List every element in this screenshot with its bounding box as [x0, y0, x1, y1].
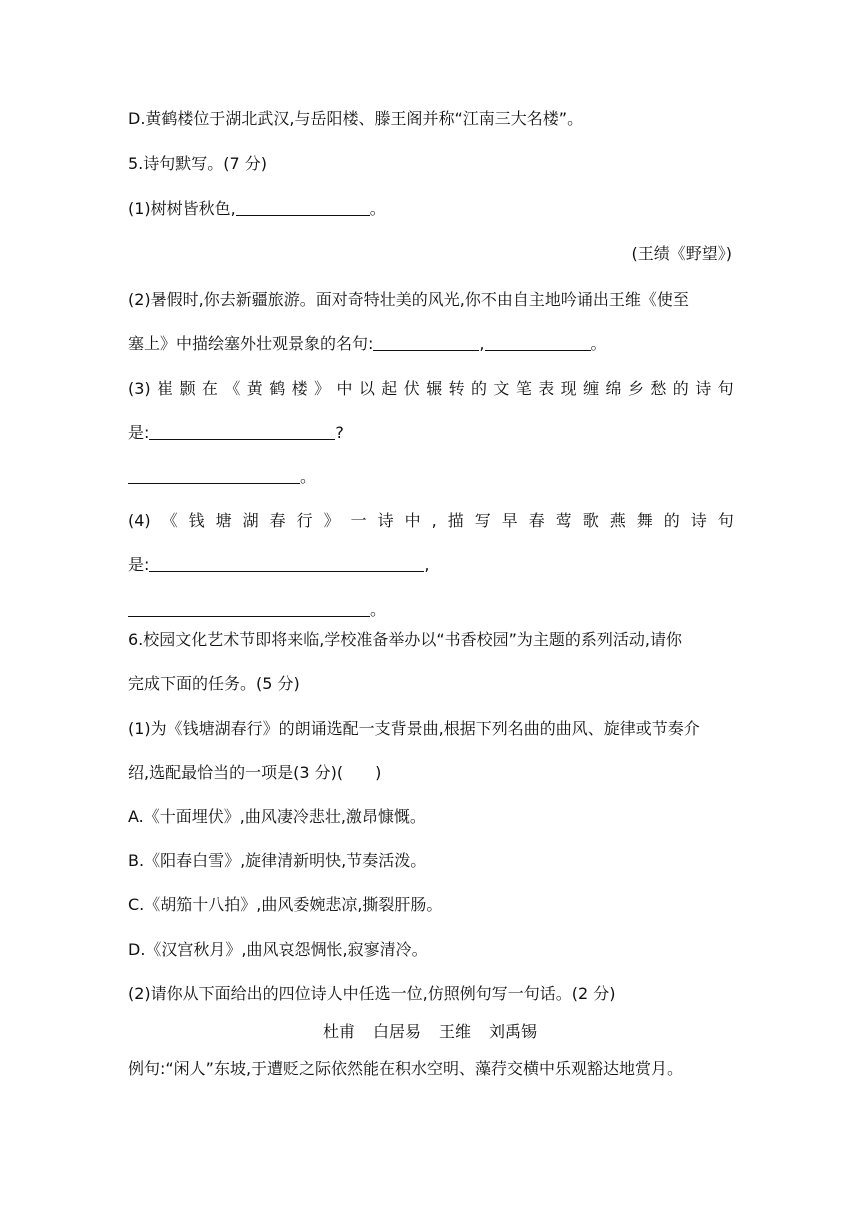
q5-part4-char: 早 [501, 511, 518, 530]
q5-part4-char: 》 [323, 511, 340, 530]
q5-part4-char: 湖 [242, 511, 259, 530]
answer-blank[interactable] [373, 334, 479, 351]
q6-part1-line1: (1)为《钱塘湖春行》的朗诵选配一支背景曲,根据下列名曲的曲风、旋律或节奏介 [128, 719, 700, 738]
q5-part4-line2 [128, 554, 430, 576]
q5-part3-char: 》 [314, 379, 331, 398]
poet-name: 杜甫 [322, 1022, 355, 1041]
q6-option-c[interactable]: C.《胡笳十八拍》,曲风委婉悲凉,撕裂肝肠。 [128, 895, 443, 914]
poet-name: 刘禹锡 [489, 1022, 538, 1041]
q6-option-a[interactable]: A.《十面埋伏》,曲风凄冷悲壮,激昂慷慨。 [128, 807, 426, 826]
poet-name: 王维 [439, 1022, 472, 1041]
q5-part3-char: 诗 [695, 379, 712, 398]
q5-part1 [128, 198, 386, 220]
q5-part3-char: 缠 [583, 379, 600, 398]
q5-part3-char: 黄 [246, 379, 263, 398]
q5-part4-char: 诗 [690, 511, 707, 530]
q5-part2-prefix: 塞上》中描绘塞外壮观景象的名句: [128, 334, 374, 353]
q5-part4-char: 描 [447, 511, 464, 530]
q5-part3-char: 转 [448, 379, 465, 398]
poet-name: 白居易 [372, 1022, 421, 1041]
q5-part4-char: 一 [350, 511, 367, 530]
q5-part3-char: 伏 [403, 379, 420, 398]
q5-part2-suffix: 。 [590, 334, 607, 353]
answer-blank[interactable] [149, 423, 335, 440]
q5-part3-char: 现 [560, 379, 577, 398]
q5-part4-end: 。 [370, 600, 387, 619]
q5-part3-char: 以 [358, 379, 375, 398]
q5-part4-comma: , [424, 555, 430, 574]
q5-part3-char: (3) [128, 379, 151, 398]
q5-part3-end: 。 [300, 467, 317, 486]
question-6-line1: 6.校园文化艺术节即将来临,学校准备举办以“书香校园”为主题的系列活动,请你 [128, 630, 683, 649]
q5-part3-char: 《 [224, 379, 241, 398]
q5-part4-char: 钱 [188, 511, 205, 530]
option-d-line: D.黄鹤楼位于湖北武汉,与岳阳楼、滕王阁并称“江南三大名楼”。 [128, 109, 584, 128]
q6-option-d[interactable]: D.《汉宫秋月》,曲风哀怨惆怅,寂寥清冷。 [128, 940, 428, 959]
q5-part3-char: 颢 [179, 379, 196, 398]
q5-part3-char: 辗 [426, 379, 443, 398]
q5-part3-char: 的 [470, 379, 487, 398]
answer-blank[interactable] [236, 199, 370, 216]
q5-part4-char: (4) [128, 511, 151, 530]
q5-part2-separator: , [479, 334, 485, 353]
q5-part3-char: 的 [672, 379, 689, 398]
q5-part3-line1 [128, 378, 734, 400]
q5-part4-char: 春 [528, 511, 545, 530]
answer-blank[interactable] [149, 555, 424, 572]
q5-part3-char: 愁 [650, 379, 667, 398]
q5-part1-source: (王绩《野望》) [631, 244, 732, 263]
q5-part3-char: 文 [493, 379, 510, 398]
answer-blank[interactable] [128, 600, 370, 617]
q5-part3-prefix: 是: [128, 423, 150, 442]
q5-part4-char: 歌 [582, 511, 599, 530]
q5-part3-question-mark: ? [335, 423, 344, 442]
q5-part4-char: , [431, 511, 437, 530]
q5-part3-char: 在 [201, 379, 218, 398]
q5-part2-line1: (2)暑假时,你去新疆旅游。面对奇特壮美的风光,你不由自主地吟诵出王维《使至 [128, 290, 689, 309]
q6-part1-line2: 绍,选配最恰当的一项是(3 分)( ) [128, 763, 382, 782]
q6-part2: (2)请你从下面给出的四位诗人中任选一位,仿照例句写一句话。(2 分) [128, 984, 616, 1003]
q5-part3-char: 乡 [627, 379, 644, 398]
q5-part4-char: 诗 [377, 511, 394, 530]
q5-part3-char: 绵 [605, 379, 622, 398]
q5-part3-char: 句 [717, 379, 734, 398]
q5-part4-char: 写 [474, 511, 491, 530]
question-5-title: 5.诗句默写。(7 分) [128, 154, 268, 173]
q5-part4-char: 《 [161, 511, 178, 530]
q5-part4-char: 莺 [555, 511, 572, 530]
q5-part3-char: 笔 [515, 379, 532, 398]
q5-part1-suffix: 。 [369, 199, 386, 218]
q5-part4-char: 中 [404, 511, 421, 530]
q5-part1-prefix: (1)树树皆秋色, [128, 199, 236, 218]
q5-part3-line3 [128, 466, 316, 488]
q5-part3-char: 表 [538, 379, 555, 398]
q5-part4-char: 塘 [215, 511, 232, 530]
q5-part4-line3 [128, 599, 386, 621]
q5-part4-char: 行 [296, 511, 313, 530]
q5-part3-char: 崔 [157, 379, 174, 398]
q5-part3-char: 起 [381, 379, 398, 398]
q5-part4-char: 句 [717, 511, 734, 530]
q5-part4-char: 燕 [609, 511, 626, 530]
answer-blank[interactable] [485, 334, 591, 351]
q5-part4-line1 [128, 510, 734, 532]
example-sentence: 例句:“闲人”东坡,于遭贬之际依然能在积水空明、藻荇交横中乐观豁达地赏月。 [128, 1059, 684, 1078]
question-6-line2: 完成下面的任务。(5 分) [128, 674, 300, 693]
q5-part4-char: 舞 [636, 511, 653, 530]
q5-part3-char: 鹤 [269, 379, 286, 398]
q6-option-b[interactable]: B.《阳春白雪》,旋律清新明快,节奏活泼。 [128, 851, 427, 870]
q5-part3-char: 中 [336, 379, 353, 398]
poet-list [0, 1021, 860, 1043]
q5-part4-char: 的 [663, 511, 680, 530]
q5-part3-line2 [128, 422, 344, 444]
q5-part2-line2 [128, 333, 607, 355]
q5-part4-prefix: 是: [128, 555, 150, 574]
answer-blank[interactable] [128, 467, 300, 484]
q5-part3-char: 楼 [291, 379, 308, 398]
q5-part4-char: 春 [269, 511, 286, 530]
